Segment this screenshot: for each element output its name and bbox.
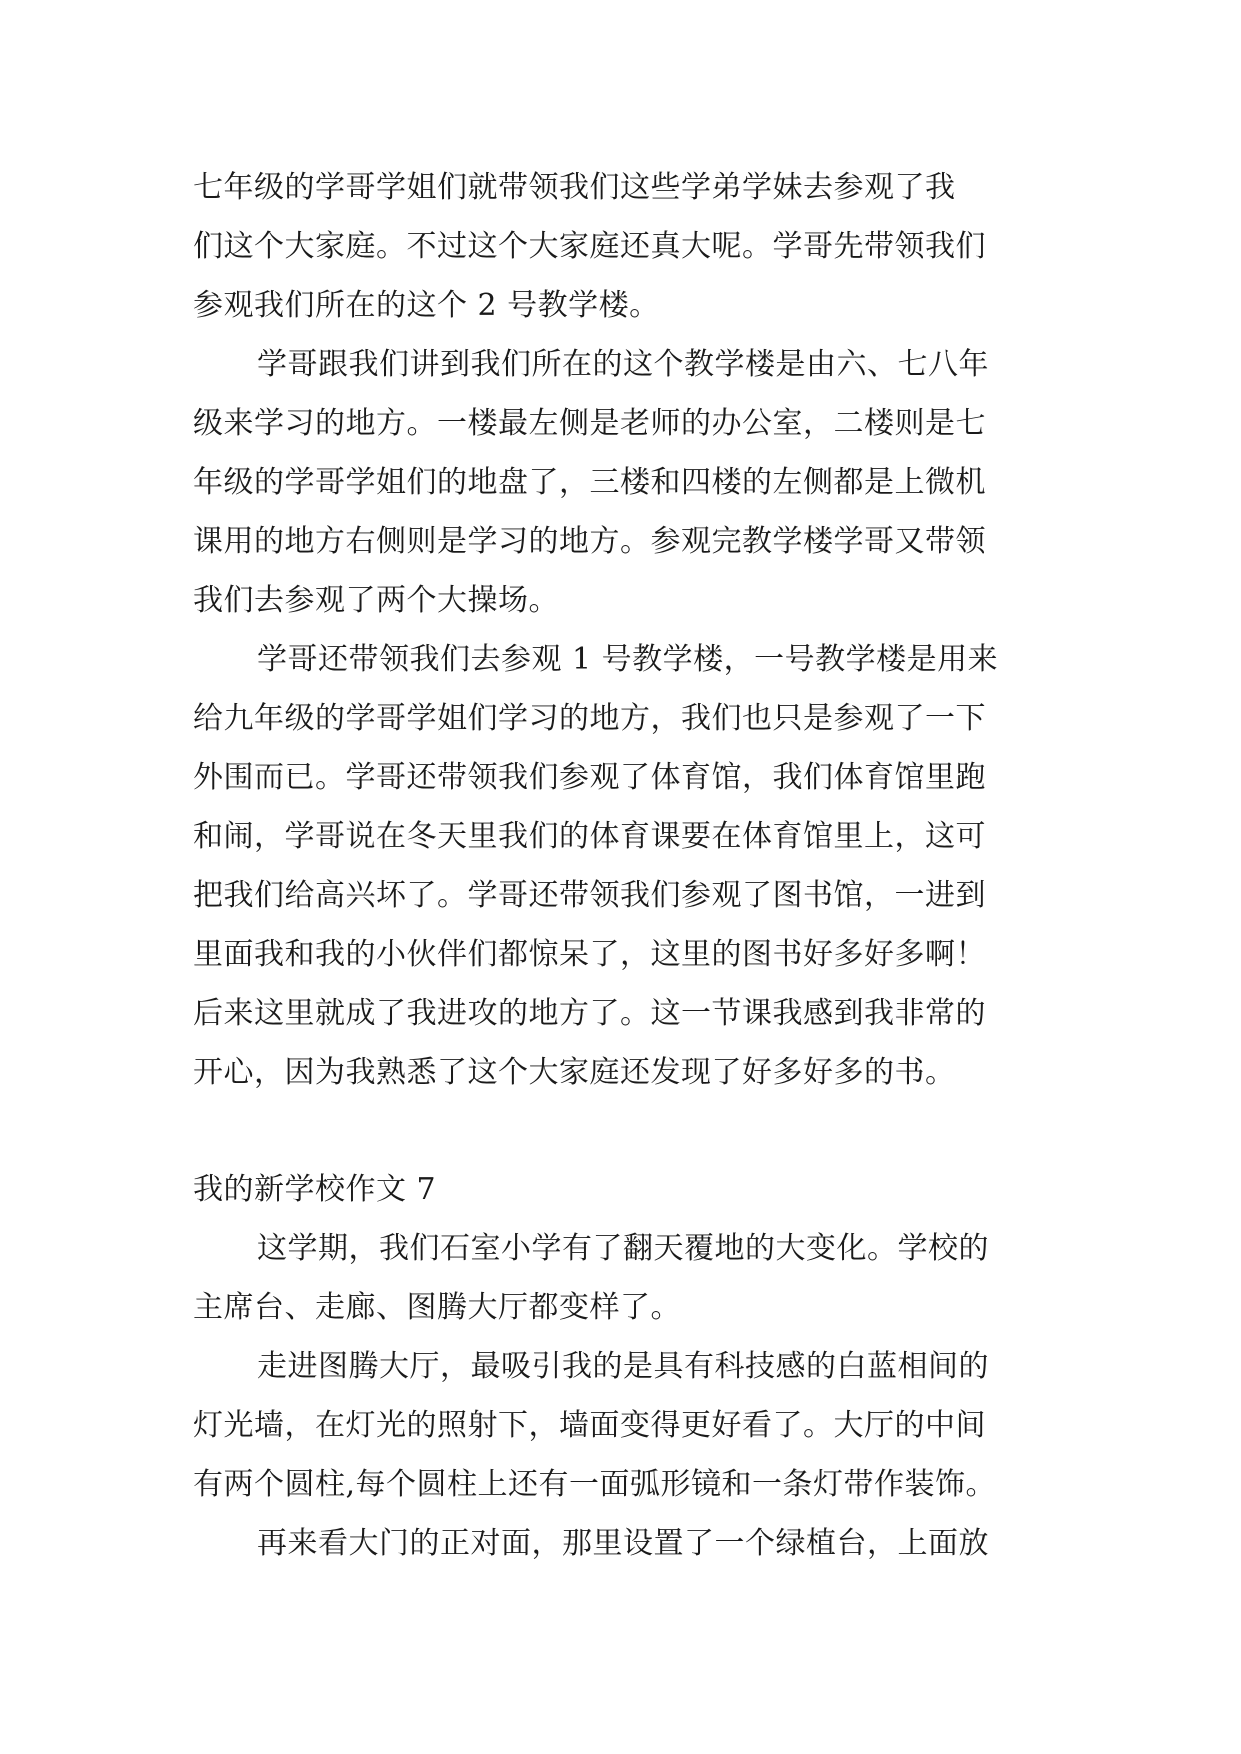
text-line: 有两个圆柱,每个圆柱上还有一面弧形镜和一条灯带作装饰。 — [193, 1467, 997, 1502]
text-line: 我们去参观了两个大操场。 — [193, 583, 559, 618]
text-line: 里面我和我的小伙伴们都惊呆了，这里的图书好多好多啊！ — [193, 937, 986, 972]
text-line: 灯光墙，在灯光的照射下，墙面变得更好看了。大厅的中间 — [193, 1408, 986, 1443]
text-line: 开心，因为我熟悉了这个大家庭还发现了好多好多的书。 — [193, 1055, 956, 1090]
document-page — [193, 158, 1053, 1573]
text-line: 给九年级的学哥学姐们学习的地方，我们也只是参观了一下 — [193, 701, 986, 736]
text-line: 学哥还带领我们去参观 1 号教学楼，一号教学楼是用来 — [257, 642, 999, 677]
text-line: 课用的地方右侧则是学习的地方。参观完教学楼学哥又带领 — [193, 524, 986, 559]
text-line: 走进图腾大厅，最吸引我的是具有科技感的白蓝相间的 — [257, 1349, 989, 1384]
text-line: 级来学习的地方。一楼最左侧是老师的办公室，二楼则是七 — [193, 406, 986, 441]
paragraph — [193, 1219, 1053, 1337]
text-line: 年级的学哥学姐们的地盘了，三楼和四楼的左侧都是上微机 — [193, 465, 986, 500]
paragraph — [193, 630, 1053, 1102]
text-line: 外围而已。学哥还带领我们参观了体育馆，我们体育馆里跑 — [193, 760, 986, 795]
text-line: 这学期，我们石室小学有了翻天覆地的大变化。学校的 — [257, 1231, 989, 1266]
section-title: 我的新学校作文 7 — [193, 1172, 437, 1207]
text-line: 和闹，学哥说在冬天里我们的体育课要在体育馆里上，这可 — [193, 819, 986, 854]
paragraph — [193, 158, 1053, 335]
text-line: 七年级的学哥学姐们就带领我们这些学弟学妹去参观了我 — [193, 170, 956, 205]
text-line: 后来这里就成了我进攻的地方了。这一节课我感到我非常的 — [193, 996, 986, 1031]
text-line: 主席台、走廊、图腾大厅都变样了。 — [193, 1290, 681, 1325]
paragraph — [193, 1514, 1053, 1573]
text-line: 参观我们所在的这个 2 号教学楼。 — [193, 288, 660, 323]
text-line: 学哥跟我们讲到我们所在的这个教学楼是由六、七八年 — [257, 347, 989, 382]
text-line: 把我们给高兴坏了。学哥还带领我们参观了图书馆，一进到 — [193, 878, 986, 913]
text-line: 们这个大家庭。不过这个大家庭还真大呢。学哥先带领我们 — [193, 229, 986, 264]
text-line: 再来看大门的正对面，那里设置了一个绿植台，上面放 — [257, 1526, 989, 1561]
paragraph — [193, 1337, 1053, 1514]
paragraph — [193, 335, 1053, 630]
